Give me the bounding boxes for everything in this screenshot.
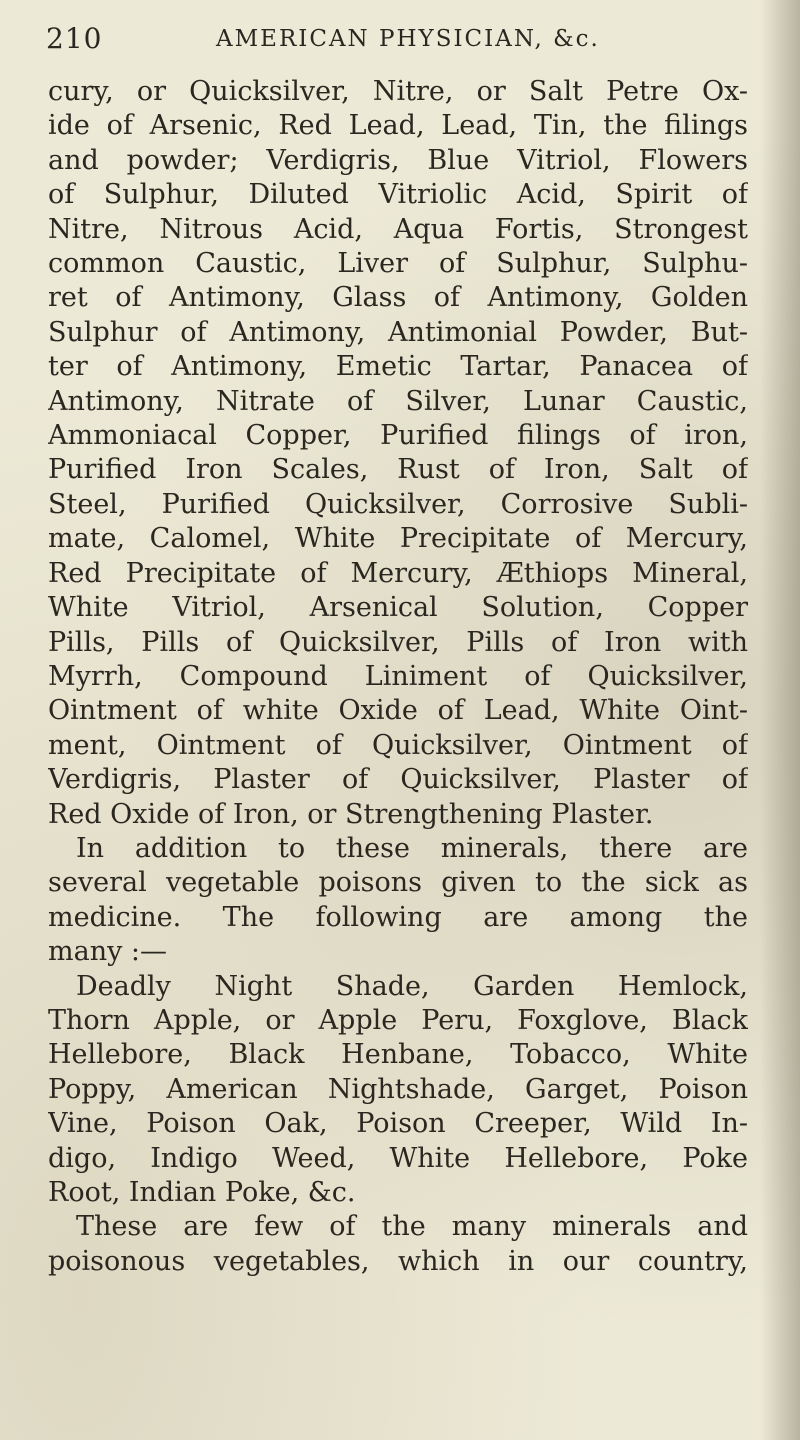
text-line: In addition to these minerals, there are [76, 832, 748, 864]
text-line: Purified Iron Scales, Rust of Iron, Salt of [48, 454, 748, 486]
text-line: Ammoniacal Copper, Purified filings of iron, [48, 420, 748, 452]
page-edge-shadow [760, 0, 800, 1440]
page-number: 210 [46, 22, 103, 55]
text-line: Thorn Apple, or Apple Peru, Foxglove, Black [48, 1004, 748, 1036]
text-line: of Sulphur, Diluted Vitriolic Acid, Spirit of [48, 179, 748, 211]
text-line: Root, Indian Poke, &c. [48, 1177, 356, 1208]
text-line: several vegetable poisons given to the sick as [48, 867, 748, 899]
text-line: Hellebore, Black Henbane, Tobacco, White [48, 1039, 748, 1071]
text-line: medicine. The following are among the [48, 901, 748, 933]
text-line: Vine, Poison Oak, Poison Creeper, Wild In- [48, 1108, 748, 1140]
text-line: Red Precipitate of Mercury, Æthiops Mineral, [48, 557, 748, 589]
body-text [48, 75, 748, 1279]
text-line: ret of Antimony, Glass of Antimony, Golden [48, 282, 748, 314]
text-line: ment, Ointment of Quicksilver, Ointment of [48, 729, 748, 761]
text-line: poisonous vegetables, which in our country, [48, 1245, 748, 1277]
text-line: common Caustic, Liver of Sulphur, Sulphu- [48, 248, 748, 280]
text-line: mate, Calomel, White Precipitate of Mercury, [48, 523, 748, 555]
text-line: Deadly Night Shade, Garden Hemlock, [76, 970, 748, 1002]
running-head [46, 22, 746, 62]
text-line: Ointment of white Oxide of Lead, White Oint- [48, 695, 748, 727]
text-line: digo, Indigo Weed, White Hellebore, Poke [48, 1142, 748, 1174]
book-page [28, 0, 768, 1440]
text-line: ter of Antimony, Emetic Tartar, Panacea of [48, 351, 748, 383]
text-line: Myrrh, Compound Liniment of Quicksilver, [48, 660, 748, 692]
text-line: Verdigris, Plaster of Quicksilver, Plaster of [48, 764, 748, 796]
text-line: Sulphur of Antimony, Antimonial Powder, But- [48, 316, 748, 348]
text-line: Poppy, American Nightshade, Garget, Poison [48, 1073, 748, 1105]
text-line: White Vitriol, Arsenical Solution, Copper [48, 592, 748, 624]
text-line: many :— [48, 936, 168, 968]
text-line: cury, or Quicksilver, Nitre, or Salt Petre Ox- [48, 76, 748, 107]
text-line: Nitre, Nitrous Acid, Aqua Fortis, Strongest [48, 213, 748, 245]
text-line: ide of Arsenic, Red Lead, Lead, Tin, the filings [48, 110, 748, 142]
text-line: Steel, Purified Quicksilver, Corrosive Subli- [48, 488, 748, 520]
text-line: Antimony, Nitrate of Silver, Lunar Caustic, [48, 385, 748, 417]
text-line: These are few of the many minerals and [76, 1211, 748, 1243]
text-line: and powder; Verdigris, Blue Vitriol, Flowers [48, 144, 748, 176]
text-line: Pills, Pills of Quicksilver, Pills of Iron with [48, 626, 748, 658]
running-title: AMERICAN PHYSICIAN, &c. [216, 26, 600, 52]
text-line: Red Oxide of Iron, or Strengthening Plaster. [48, 798, 654, 830]
